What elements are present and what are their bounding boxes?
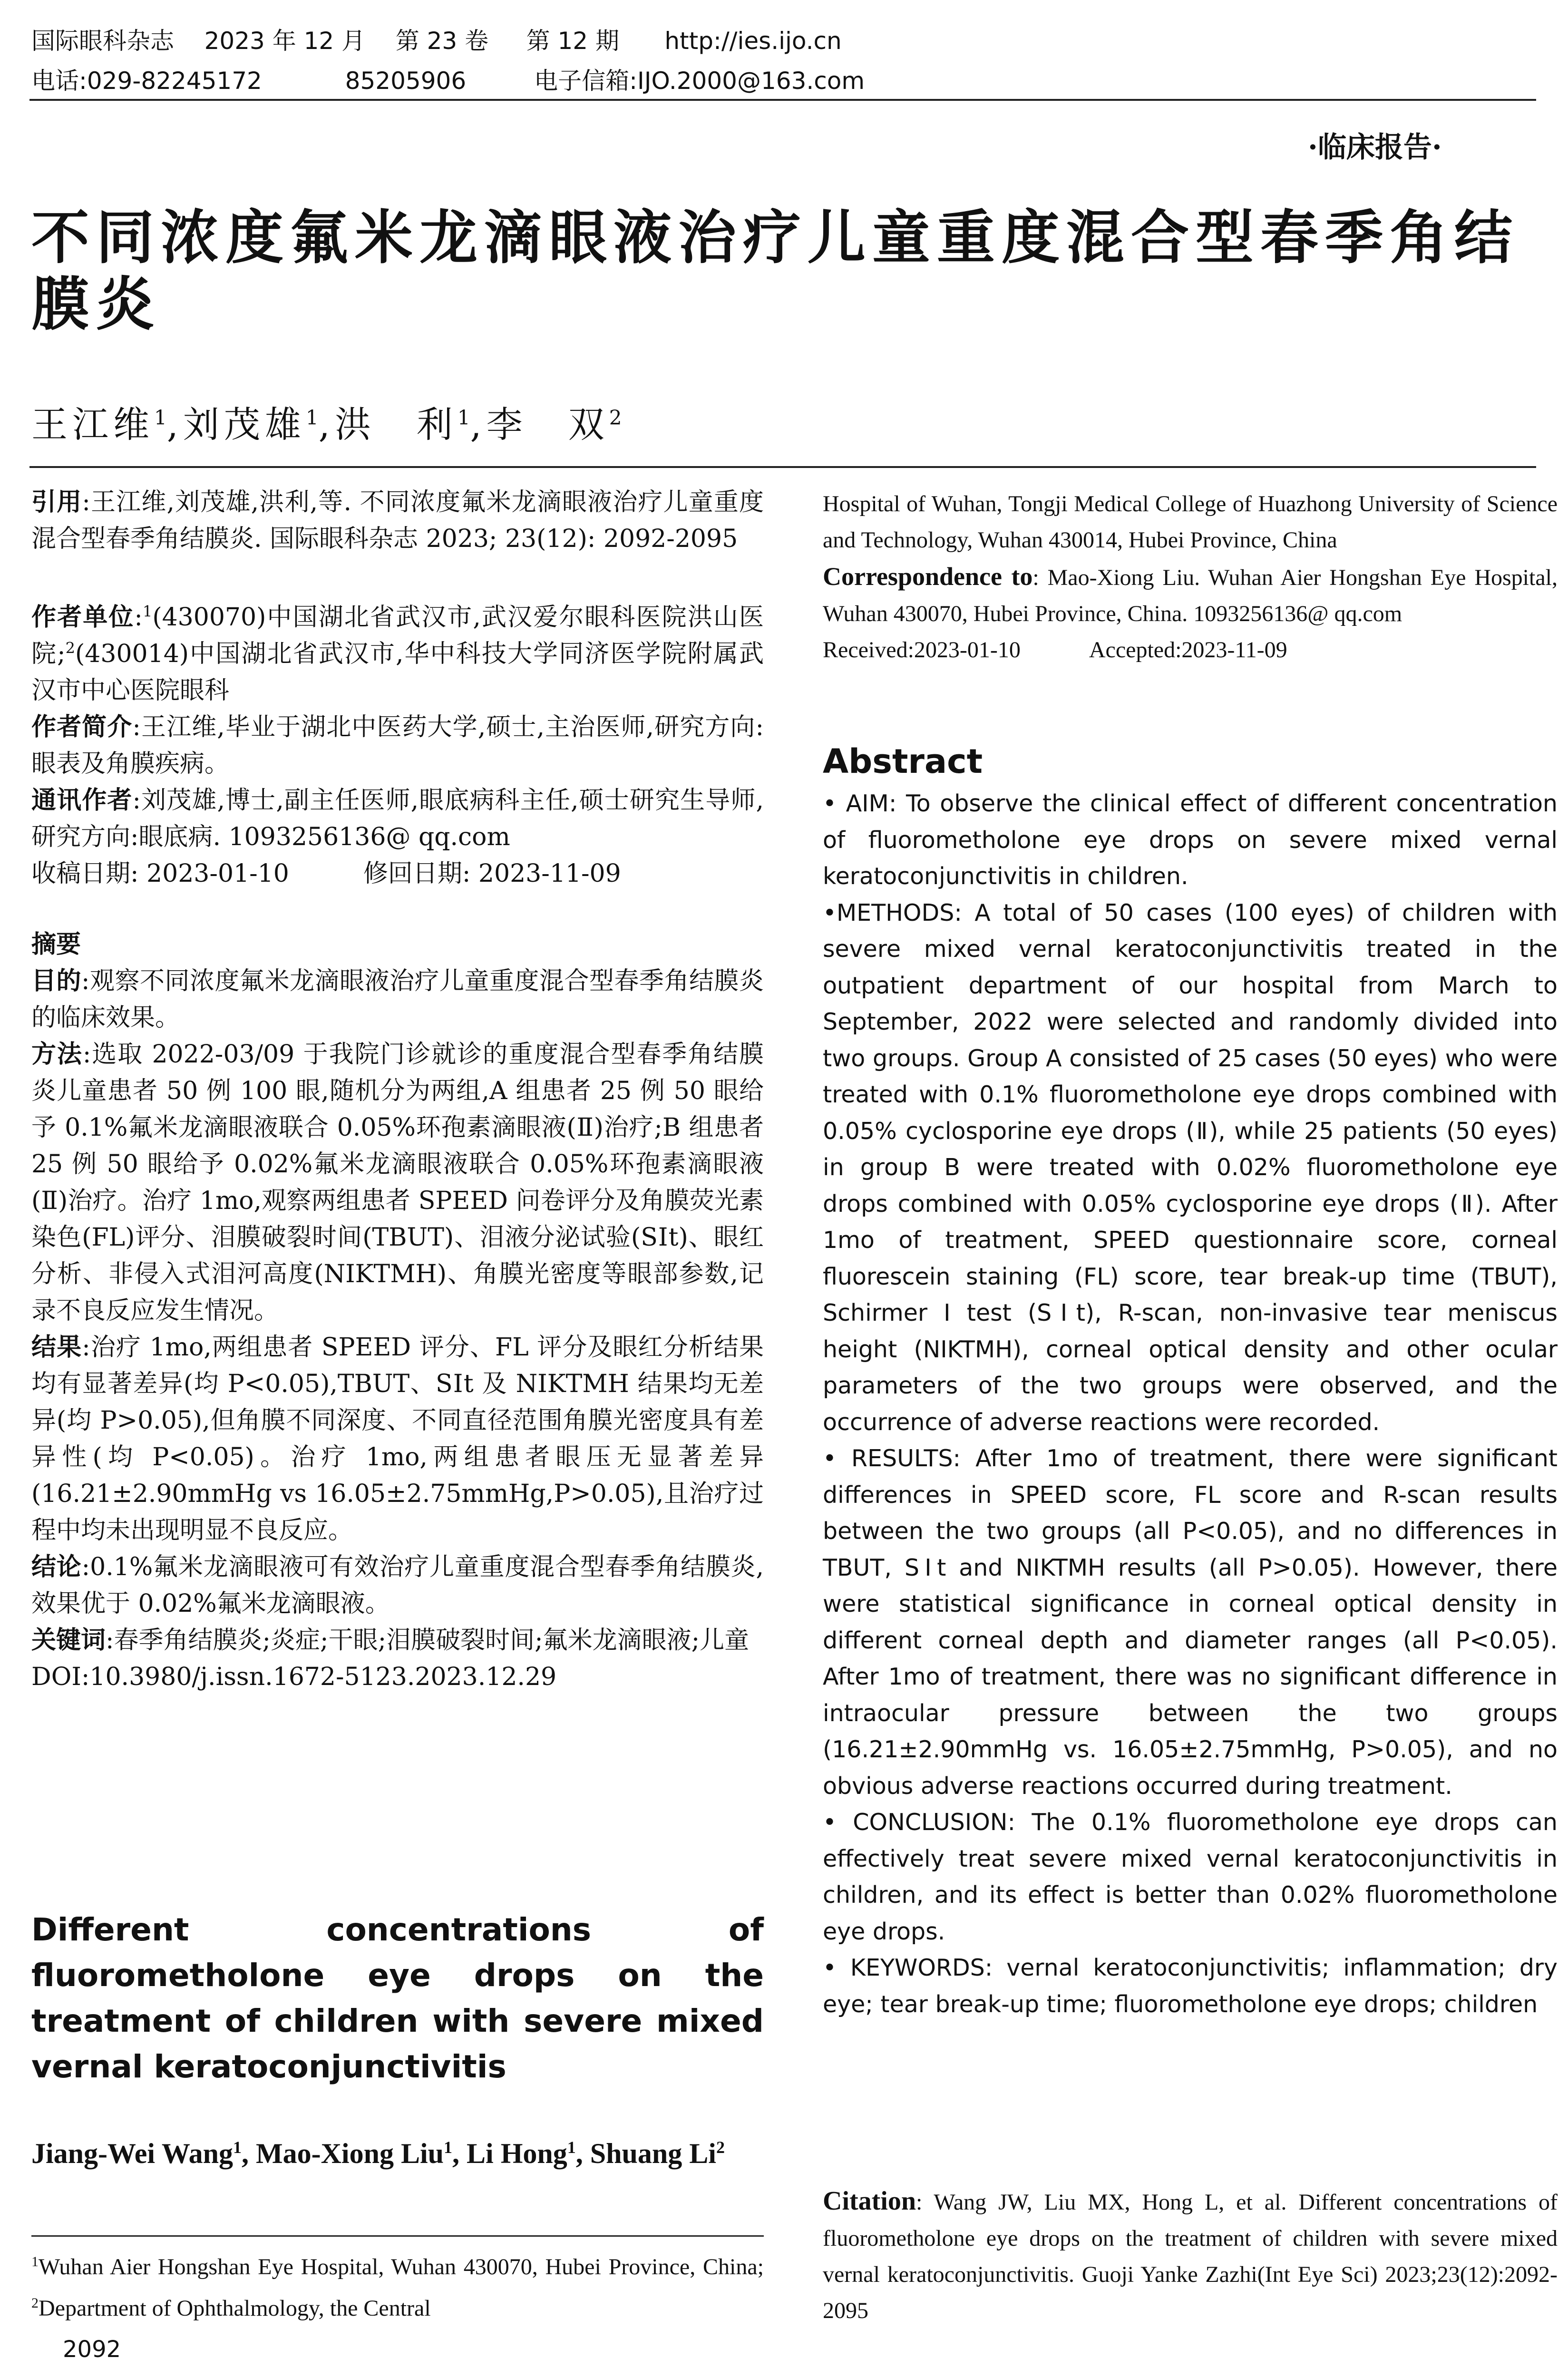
- dates-en: Received:2023-01-10 Accepted:2023-11-09: [823, 637, 1287, 662]
- affil-mark: 2: [716, 2138, 725, 2157]
- header-rule: [29, 99, 1536, 101]
- aim-en: • AIM: To observe the clinical effect of different concentration of fluorometholone eye drops on severe mixed vernal keratoconjunctivitis in children.: [823, 790, 1558, 890]
- dates-cn: 收稿日期: 2023-01-10 修回日期: 2023-11-09: [31, 859, 621, 888]
- page-number: 2092: [63, 2336, 121, 2363]
- citation-cn: 引用:王江维,刘茂雄,洪利,等. 不同浓度氟米龙滴眼液治疗儿童重度混合型春季角结膜炎. 国际眼科杂志 2023; 23(12): 2092-2095: [31, 488, 764, 553]
- affil-mark: 1: [567, 2138, 576, 2157]
- results-cn: 结果:治疗 1mo,两组患者 SPEED 评分、FL 评分及眼红分析结果均有显著差异(均 P<0.05),TBUT、SⅠt 及 NIKTMH 结果均无差异(均 P>0.05),但角膜不同深度、不同直径范围角膜光密度具有差异性(均 P<0.05)。治疗 1mo,两组患者眼压无显著差异(16.21±2.90mmHg vs 16.05±2.75mmHg,P>0.05),且治疗过程中均未出现明显不良反应。: [31, 1333, 764, 1545]
- conclusion-cn: 结论:0.1%氟米龙滴眼液可有效治疗儿童重度混合型春季角结膜炎,效果优于 0.02%氟米龙滴眼液。: [31, 1553, 764, 1618]
- right-header-block: [823, 486, 1558, 668]
- abstract-heading-en: Abstract: [823, 742, 983, 781]
- conclusion-en: • CONCLUSION: The 0.1% fluorometholone eye drops can effectively treat severe mixed vernal keratoconjunctivitis in children, and its effect is better than 0.02% fluorometholone eye drops.: [823, 1809, 1558, 1945]
- methods-en: •METHODS: A total of 50 cases (100 eyes) of children with severe mixed vernal keratoconjunctivitis treated in the outpatient department of our hospital from March to September, 2022 were selected and randomly divided into two groups. Group A consisted of 25 cases (50 eyes) who were treated with 0.1% fluorometholone eye drops combined with 0.05% cyclosporine eye drops (Ⅱ), while 25 patients (50 eyes) in group B were treated with 0.02% fluorometholone eye drops combined with 0.05% cyclosporine eye drops (Ⅱ). After 1mo of treatment, SPEED questionnaire score, corneal fluorescein staining (FL) score, tear break-up time (TBUT), Schirmer I test (SⅠt), R-scan, non-invasive tear meniscus height (NIKTMH), corneal optical density and other ocular parameters of the two groups were observed, and the occurrence of adverse reactions were recorded.: [823, 899, 1558, 1436]
- affil-mark: 1: [233, 2138, 242, 2157]
- abstract-en: [823, 786, 1558, 2023]
- author-name: Shuang Li: [590, 2138, 716, 2169]
- author-name: 洪 利: [334, 403, 458, 446]
- doi: DOI:10.3980/j.issn.1672-5123.2023.12.29: [31, 1663, 557, 1691]
- citation-en: Citation: Wang JW, Liu MX, Hong L, et al. Different concentrations of fluorometholone eye drops on the treatment of children with severe mixed vernal keratoconjunctivitis. Guoji Yanke Zazhi(Int Eye Sci) 2023;23(12):2092-2095: [823, 2186, 1558, 2323]
- affil-mark: 1: [305, 406, 319, 429]
- affil-mark: 1: [444, 2138, 453, 2157]
- author-name: Jiang-Wei Wang: [31, 2138, 233, 2169]
- author-name: 李 双: [486, 403, 609, 446]
- results-en: • RESULTS: After 1mo of treatment, there were significant differences in SPEED score, FL score and R-scan results between the two groups (all P<0.05), and no differences in TBUT, SⅠt and NIKTMH results (all P>0.05). However, there were statistical significance in corneal optical density in different corneal depth and diameter ranges (all P<0.05). After 1mo of treatment, there was no significant difference in intraocular pressure between the two groups (16.21±2.90mmHg vs. 16.05±2.75mmHg, P>0.05), and no obvious adverse reactions occurred during treatment.: [823, 1445, 1558, 1800]
- title-en: Different concentrations of fluorometholone eye drops on the treatment of children with severe mixed vernal keratoconjunctivitis: [31, 1911, 764, 2085]
- author-name: 刘茂雄: [183, 403, 306, 446]
- author-name: Mao-Xiong Liu: [255, 2138, 444, 2169]
- authors-en: Jiang-Wei Wang$^1$, Mao-Xiong Liu$^1$, Li Hong$^1$, Shuang Li$^2$: [31, 2138, 725, 2169]
- keywords-en: • KEYWORDS: vernal keratoconjunctivitis; inflammation; dry eye; tear break-up time; fluorometholone eye drops; children: [823, 1954, 1558, 2018]
- affil-mark: 1: [154, 406, 167, 429]
- section-tag: ·临床报告·: [1308, 131, 1442, 164]
- journal-header-line1: 国际眼科杂志 2023 年 12 月 第 23 卷 第 12 期 http://ies.ijo.cn: [31, 27, 842, 55]
- corresponding-author: 通讯作者:刘茂雄,博士,副主任医师,眼底病科主任,硕士研究生导师,研究方向:眼底病. 1093256136@ qq.com: [31, 786, 764, 851]
- author-name: Li Hong: [467, 2138, 567, 2169]
- authors-rule: [29, 466, 1536, 468]
- author-units: 作者单位:$^1$(430070)中国湖北省武汉市,武汉爱尔眼科医院洪山医院;$^2$(430014)中国湖北省武汉市,华中科技大学同济医学院附属武汉市中心医院眼科: [31, 602, 764, 705]
- author-name: 王江维: [31, 403, 154, 446]
- correspondence-en: Correspondence to: Mao-Xiong Liu. Wuhan Aier Hongshan Eye Hospital, Wuhan 430070, Hubei Province, China. 1093256136@ qq.com: [823, 562, 1558, 626]
- journal-header-line2: 电话:029-82245172 85205906 电子信箱:IJO.2000@163.com: [31, 67, 865, 95]
- title-cn-line2: 膜炎: [31, 271, 161, 338]
- left-column: [31, 484, 764, 1695]
- affiliation-en: $^1$Wuhan Aier Hongshan Eye Hospital, Wuhan 430070, Hubei Province, China; $^2$Department of Ophthalmology, the Central: [31, 2254, 764, 2321]
- title-cn: [31, 205, 1539, 338]
- affiliation-rule: [31, 2235, 764, 2237]
- affil-mark: 1: [457, 406, 470, 429]
- title-cn-line1: 不同浓度氟米龙滴眼液治疗儿童重度混合型春季角结: [31, 204, 1519, 272]
- keywords-cn: 关键词:春季角结膜炎;炎症;干眼;泪膜破裂时间;氟米龙滴眼液;儿童: [31, 1626, 750, 1655]
- authors-cn: 王江维$^1$,刘茂雄$^1$,洪 利$^1$,李 双$^2$: [31, 403, 622, 446]
- affiliation-en-continued: Hospital of Wuhan, Tongji Medical College of Huazhong University of Science and Technology, Wuhan 430014, Hubei Province, China: [823, 491, 1558, 553]
- aim-cn: 目的:观察不同浓度氟米龙滴眼液治疗儿童重度混合型春季角结膜炎的临床效果。: [31, 967, 764, 1032]
- affil-mark: 2: [609, 406, 622, 429]
- methods-cn: 方法:选取 2022-03/09 于我院门诊就诊的重度混合型春季角结膜炎儿童患者 50 例 100 眼,随机分为两组,A 组患者 25 例 50 眼给予 0.1%氟米龙滴眼液联合 0.05%环孢素滴眼液(Ⅱ)治疗;B 组患者 25 例 50 眼给予 0.02%氟米龙滴眼液联合 0.05%环孢素滴眼液(Ⅱ)治疗。治疗 1mo,观察两组患者 SPEED 问卷评分及角膜荧光素染色(FL)评分、泪膜破裂时间(TBUT)、泪液分泌试验(SⅠt)、眼红分析、非侵入式泪河高度(NIKTMH)、角膜光密度等眼部参数,记录不良反应发生情况。: [31, 1040, 764, 1325]
- author-bio: 作者简介:王江维,毕业于湖北中医药大学,硕士,主治医师,研究方向:眼表及角膜疾病。: [31, 713, 764, 778]
- abstract-heading-cn: 摘要: [31, 930, 81, 959]
